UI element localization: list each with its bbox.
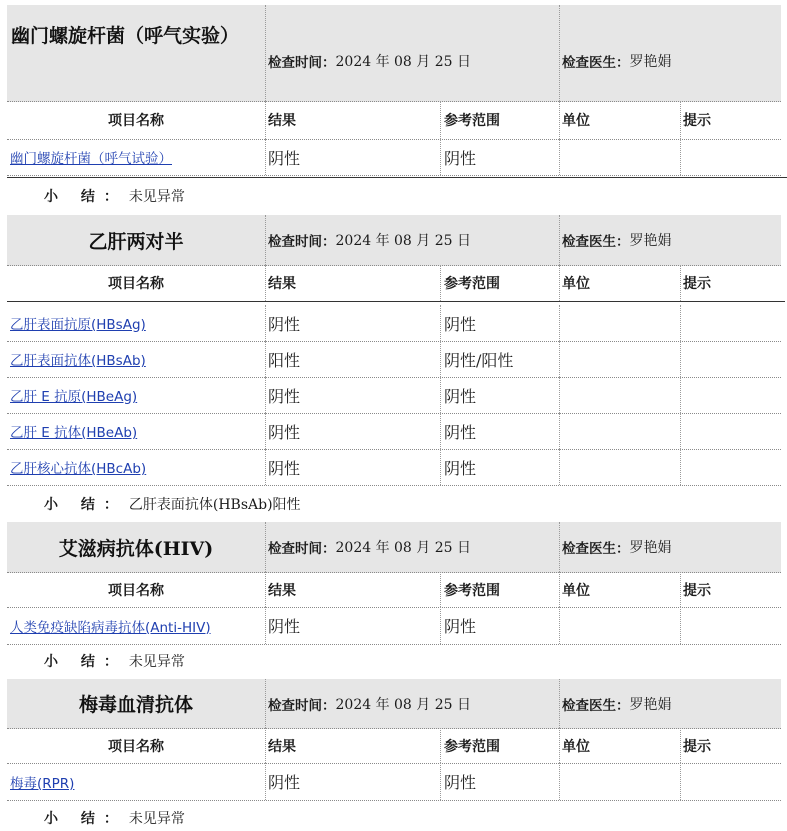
result-cell: 阴性 <box>268 386 301 406</box>
exam-time: 检查时间： 2024 年 08 月 25 日 <box>268 13 471 109</box>
col-name: 项目名称 <box>108 113 164 129</box>
item-link[interactable]: 人类免疫缺陷病毒抗体(Anti-HIV) <box>10 619 211 636</box>
result-cell: 阴性 <box>268 314 301 334</box>
summary-value: 未见异常 <box>128 654 185 670</box>
col-name: 项目名称 <box>108 276 164 292</box>
range-cell: 阴性 <box>444 617 477 636</box>
col-name: 项目名称 <box>108 738 164 755</box>
table-row <box>7 607 781 645</box>
column-header-row <box>7 265 781 301</box>
item-link[interactable]: 乙肝表面抗体(HBsAb) <box>10 353 146 369</box>
result-cell: 阴性 <box>268 458 301 478</box>
col-result: 结果 <box>268 738 296 755</box>
exam-time: 检查时间： 2024 年 08 月 25 日 <box>268 215 471 265</box>
table-row <box>7 377 781 414</box>
summary-value: 未见异常 <box>128 189 185 205</box>
exam-time-value: 2024 年 08 月 25 日 <box>335 54 472 70</box>
item-link[interactable]: 梅毒(RPR) <box>10 775 75 792</box>
col-hint: 提示 <box>683 113 711 129</box>
section-hbv <box>7 215 781 515</box>
exam-doctor-value: 罗艳娟 <box>629 233 672 249</box>
col-result: 结果 <box>268 113 296 129</box>
table-row <box>7 449 781 486</box>
item-link[interactable]: 乙肝 E 抗体(HBeAb) <box>10 425 138 441</box>
col-result: 结果 <box>268 582 296 599</box>
section-title: 乙肝两对半 <box>88 230 184 253</box>
column-header-row <box>7 101 781 140</box>
exam-time: 检查时间： 2024 年 08 月 25 日 <box>268 679 471 728</box>
section-title: 幽门螺旋杆菌（呼气实验） <box>11 25 240 47</box>
exam-doctor: 检查医生： 罗艳娟 <box>562 13 672 109</box>
item-link[interactable]: 乙肝表面抗原(HBsAg) <box>10 317 146 333</box>
exam-time-value: 2024 年 08 月 25 日 <box>335 540 472 556</box>
result-cell: 阳性 <box>268 350 301 370</box>
column-header-row <box>7 572 781 608</box>
summary: 小 结： 未见异常 <box>44 807 185 829</box>
col-range: 参考范围 <box>444 582 500 599</box>
range-cell: 阴性 <box>444 148 477 168</box>
result-cell: 阴性 <box>268 617 301 636</box>
range-cell: 阴性 <box>444 773 477 792</box>
summary-value: 乙肝表面抗体(HBsAb)阳性 <box>128 497 301 513</box>
exam-time: 检查时间： 2024 年 08 月 25 日 <box>268 522 471 572</box>
col-range: 参考范围 <box>444 738 500 755</box>
col-hint: 提示 <box>683 582 711 599</box>
exam-doctor-value: 罗艳娟 <box>629 696 672 713</box>
col-unit: 单位 <box>562 276 590 292</box>
item-link[interactable]: 幽门螺旋杆菌（呼气试验） <box>10 151 172 167</box>
col-name: 项目名称 <box>108 582 164 599</box>
table-row <box>7 305 781 342</box>
summary: 小 结： 乙肝表面抗体(HBsAb)阳性 <box>44 493 301 515</box>
summary-value: 未见异常 <box>128 811 185 827</box>
table-row <box>7 763 781 801</box>
col-range: 参考范围 <box>444 113 500 129</box>
section-h-pylori <box>7 5 781 205</box>
range-cell: 阴性 <box>444 422 477 442</box>
item-link[interactable]: 乙肝 E 抗原(HBeAg) <box>10 389 138 405</box>
col-hint: 提示 <box>683 738 711 755</box>
section-title: 艾滋病抗体(HIV) <box>58 537 214 560</box>
exam-doctor: 检查医生： 罗艳娟 <box>562 215 672 265</box>
section-header <box>7 522 781 573</box>
section-title: 梅毒血清抗体 <box>78 694 193 716</box>
range-cell: 阴性/阳性 <box>444 350 514 370</box>
column-header-row <box>7 728 781 764</box>
exam-doctor: 检查医生： 罗艳娟 <box>562 522 672 572</box>
section-header <box>7 679 781 729</box>
table-row <box>7 341 781 378</box>
result-cell: 阴性 <box>268 422 301 442</box>
col-unit: 单位 <box>562 582 590 599</box>
col-result: 结果 <box>268 276 296 292</box>
result-cell: 阴性 <box>268 773 301 792</box>
section-hiv <box>7 522 781 672</box>
result-cell: 阴性 <box>268 148 301 168</box>
summary: 小 结： 未见异常 <box>44 650 185 672</box>
summary: 小 结： 未见异常 <box>44 185 185 207</box>
table-row <box>7 413 781 450</box>
range-cell: 阴性 <box>444 458 477 478</box>
section-header <box>7 215 781 266</box>
section-syphilis <box>7 679 781 829</box>
col-unit: 单位 <box>562 738 590 755</box>
table-row <box>7 139 781 176</box>
range-cell: 阴性 <box>444 314 477 334</box>
range-cell: 阴性 <box>444 386 477 406</box>
col-range: 参考范围 <box>444 276 500 292</box>
exam-doctor-value: 罗艳娟 <box>629 540 672 556</box>
col-hint: 提示 <box>683 276 711 292</box>
item-link[interactable]: 乙肝核心抗体(HBcAb) <box>10 461 147 477</box>
exam-doctor-value: 罗艳娟 <box>629 54 672 70</box>
section-header <box>7 5 781 102</box>
exam-time-value: 2024 年 08 月 25 日 <box>335 696 472 713</box>
exam-doctor: 检查医生： 罗艳娟 <box>562 679 672 728</box>
exam-time-value: 2024 年 08 月 25 日 <box>335 233 472 249</box>
col-unit: 单位 <box>562 113 590 129</box>
